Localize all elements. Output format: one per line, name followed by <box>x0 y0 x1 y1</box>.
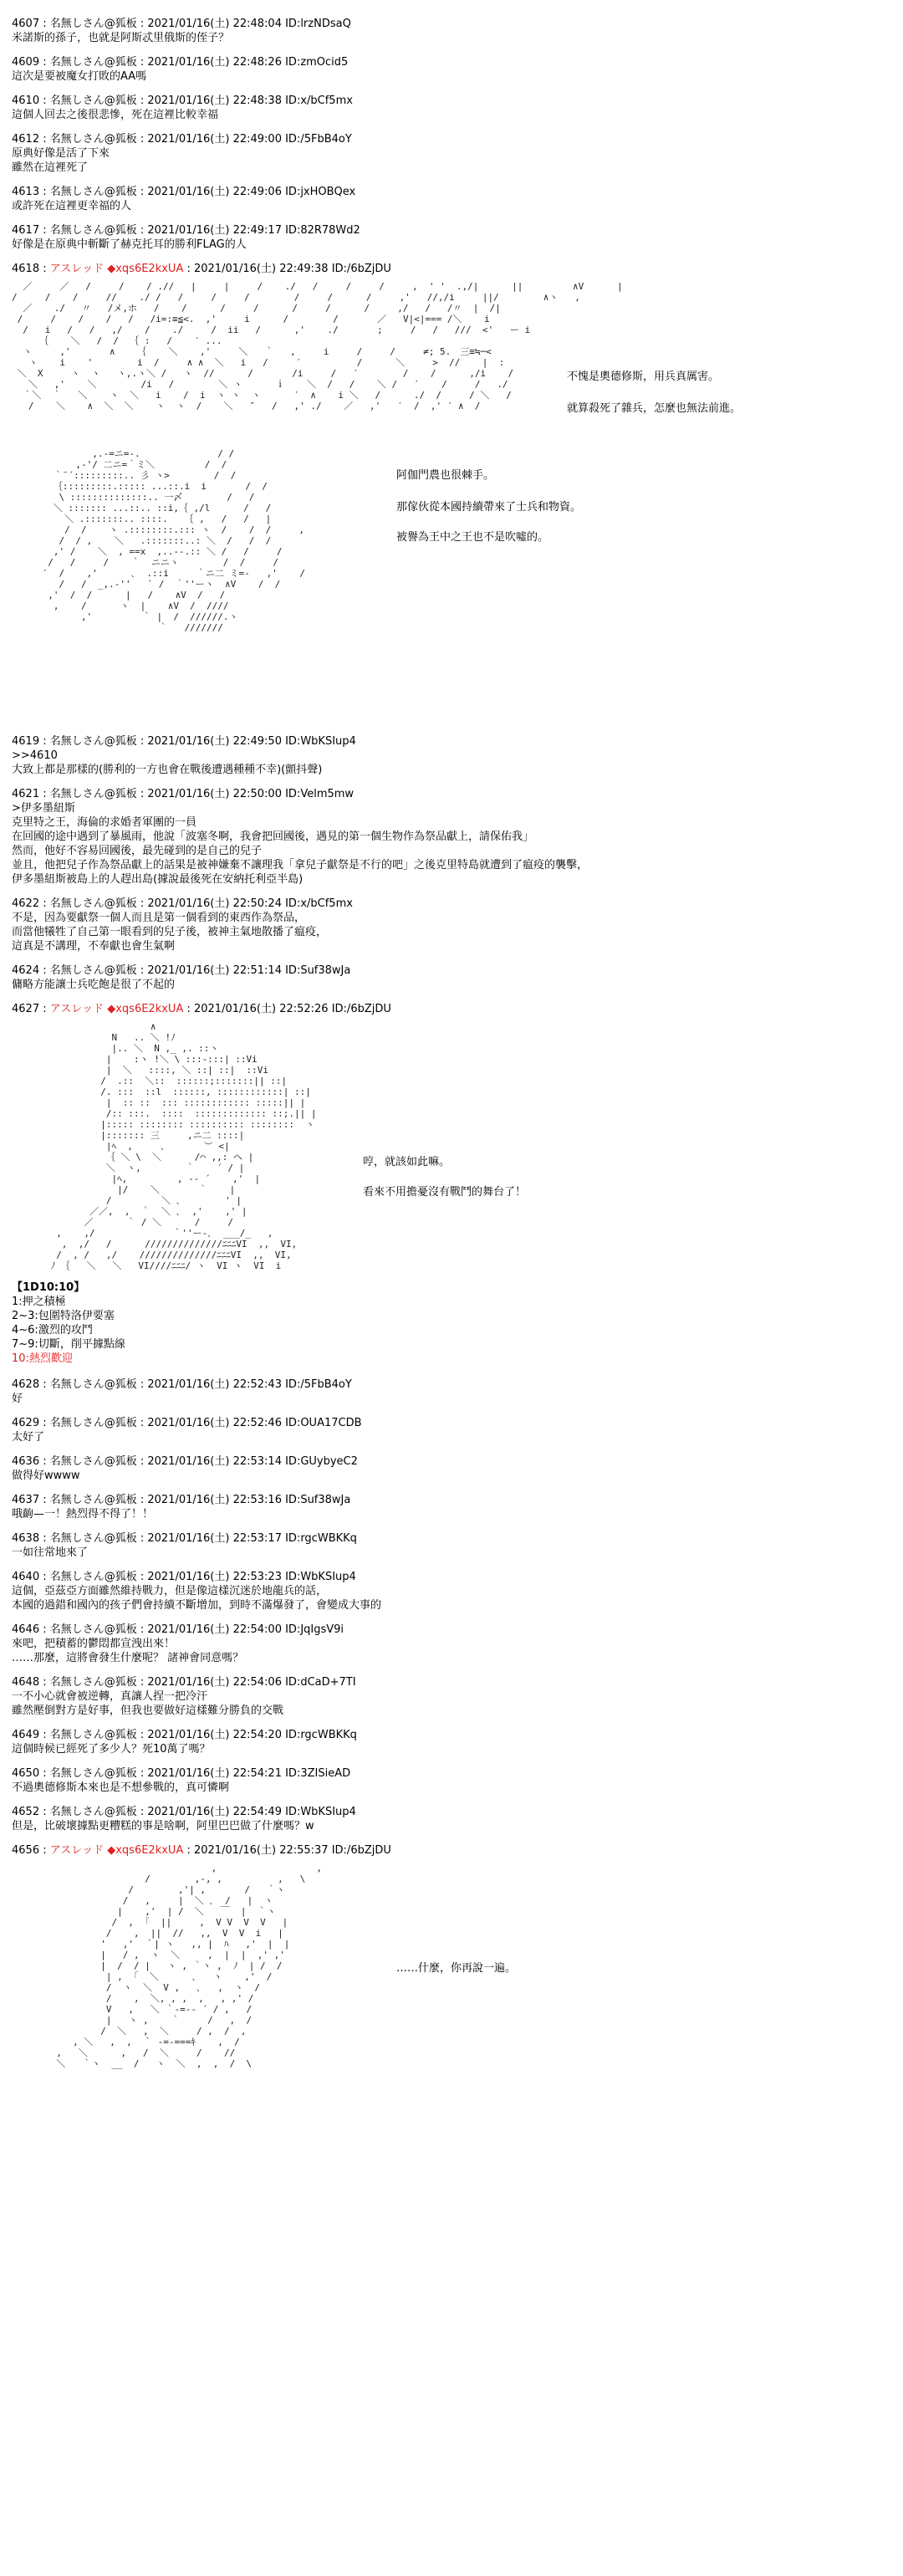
post-header: 4624 : 名無しさん@狐板 : 2021/01/16(土) 22:51:14 ID:Suf38wJa <box>12 964 351 977</box>
post <box>12 1493 891 1521</box>
post-body-line: 原典好像是活了下來 <box>12 147 110 160</box>
post-body-line: 好 <box>12 1393 23 1405</box>
post <box>12 1454 891 1483</box>
post-header: 4656 : アスレッド ◆xqs6E2kxUA : 2021/01/16(土) 22:55:37 ID:/6bZjDU <box>12 1844 391 1857</box>
ascii-art-face: , , / ,-, , , \ / ,'| , / ｀ヽ / , | ＼ ､ / | ヽ | ,' | / ＼ ￣ | ｀ヽ / , ｢ || , V V V V | / , || // ,, V V i | ' ,' ｀| ヽ ,, | ﾊ ,' | | | / , ヽ ＼ , | | ,' ,' | / / | ヽ , ｀ヽ , ﾉ | / / | , ｢ ＼ ､ ヽ ,' / / ヽ ＼ V , ､ , ヽ / / , ＼, , , , , ,' / V , ＼ ｀-=-‐ ´ / , / | ヽ , ｀ / , / / ＼ , ＼ / , / , , ＼ , , ｀ -=-===ｷ , / , ＼ , / ＼ / // ＼ ｀ヽ __ / ヽ ＼ , , / \ <box>56 1863 323 2069</box>
post-body-line: 然而，他好不容易回國後，最先碰到的是自己的兒子 <box>12 845 263 857</box>
post-body-line: 這個，亞茲亞方面雖然維持戰力，但是像這樣沉迷於地龍兵的話， <box>12 1585 328 1597</box>
post <box>12 185 891 213</box>
post-body-line: 克里特之王，海倫的求婚者軍團的一員 <box>12 816 197 829</box>
speech-line: 阿伽門農也很棘手。 <box>396 469 495 482</box>
post-header: 4646 : 名無しさん@狐板 : 2021/01/16(土) 22:54:00 ID:JqIgsV9i <box>12 1623 344 1636</box>
dice-option: 1:押之積極 <box>12 1296 66 1308</box>
post-body-line: 或許死在這裡更幸福的人 <box>12 200 132 212</box>
post <box>12 55 891 84</box>
post-body-line: 米諾斯的孫子，也就是阿斯忒里俄斯的侄子？ <box>12 32 230 44</box>
post <box>12 897 891 953</box>
author-trip: ◆xqs6E2kxUA <box>107 263 184 275</box>
post-body-line: 傭略方能讓士兵吃飽是很了不起的 <box>12 979 176 991</box>
post-body-line: 做得好wwww <box>12 1469 80 1482</box>
dice-option: 7~9:切斷，削平據點線 <box>12 1338 125 1351</box>
posts-group-b <box>12 734 891 992</box>
post <box>12 1416 891 1444</box>
post <box>12 1531 891 1560</box>
author-name[interactable]: アスレッド <box>49 263 105 275</box>
post-body-line: 太好了 <box>12 1431 45 1444</box>
posts-group-c <box>12 1377 891 1833</box>
ascii-art-agamemnon: ,.-=ニ=-. / / ,-'/ 二ニ=｀ミ＼ / / ｀¨´:::::::::.. 彡 ヽ> / / ｛:::::::::.::::: ...::.i i / / \ ::::::::::::::.. 一〆 / / ＼ ::::::: ...::.. ::i,｛ ,/l / / ＼ .:::::::.. ::::. ｛ , / / | / / ヽ .::::::::.::: ヽ / / / , / / , ＼ .:::::::..: ＼ / / / ,' / ＼ , ==x ,..--.:: ＼ / / / / / / ｀ ニニヽ / / / ′ / ,' ､ .::i ｀ニ二 ミ=- ,' / / / _,.-'' ` / ｀''ーヽ ∧V / / ,' / / | / ∧V / / , / ヽ | ∧V / //// ,' ｀ | / //////.ヽ ｀ /////// <box>42 448 306 633</box>
post-header: 4650 : 名無しさん@狐板 : 2021/01/16(土) 22:54:21 ID:3ZISieAD <box>12 1767 351 1780</box>
post <box>12 94 891 122</box>
post <box>12 17 891 45</box>
post-header: 4607 : 名無しさん@狐板 : 2021/01/16(土) 22:48:04 ID:lrzNDsaQ <box>12 18 351 30</box>
posts-group-a <box>12 17 891 252</box>
ascii-art-block <box>12 1863 891 2088</box>
post-header: 4619 : 名無しさん@狐板 : 2021/01/16(土) 22:49:50 ID:WbKSIup4 <box>12 735 356 748</box>
dice-option-hit: 10:熱烈歡迎 <box>12 1352 73 1365</box>
dice-title: 【1D10:10】 <box>12 1281 85 1294</box>
speech-line: 被譽為王中之王也不是吹噓的。 <box>396 531 549 544</box>
post-body-line: 一不小心就會被逆轉，真讓人捏一把冷汗 <box>12 1690 208 1703</box>
post <box>12 1570 891 1613</box>
post-header: 4637 : 名無しさん@狐板 : 2021/01/16(土) 22:53:16 ID:Suf38wJa <box>12 1494 351 1506</box>
post-body-line: 好像是在原典中斬斷了赫克托耳的勝利FLAG的人 <box>12 238 247 251</box>
post-header: 4636 : 名無しさん@狐板 : 2021/01/16(土) 22:53:14 ID:GUybyeC2 <box>12 1455 358 1468</box>
speech-line: 就算殺死了雜兵，怎麼也無法前進。 <box>567 402 742 415</box>
post-body-line: 在回國的途中遇到了暴風雨，他說「波塞冬啊，我會把回國後，遇見的第一個生物作為祭品獻上，請保佑我」 <box>12 831 534 843</box>
author-name[interactable]: アスレッド <box>49 1844 105 1857</box>
post <box>12 1766 891 1795</box>
ascii-art-block <box>12 1021 891 1272</box>
post-body-line: 並且，他把兒子作為祭品獻上的話果是被神嫌棄不讓理我「拿兒子獻祭是不行的吧」之後克里特島就遭到了瘟疫的襲擊， <box>12 859 589 871</box>
post-header: 4627 : アスレッド ◆xqs6E2kxUA : 2021/01/16(土) 22:52:26 ID:/6bZjDU <box>12 1003 391 1015</box>
post-header: 4617 : 名無しさん@狐板 : 2021/01/16(土) 22:49:17 ID:82R78Wd2 <box>12 224 360 237</box>
post-body-line: 這真是不講理，不奉獻也會生氣啊 <box>12 940 176 953</box>
ascii-art-battle: ／ ／ / / / .// | | / ./ / / / , ' ' .,/| || ∧V | / / / // ./ / / / / / / / ,' //,/i ||/ ∧ヽ , ／ ./ 〃 /メ,ホ / / / / / / / ,/ / /〃 | /| / / / / / /i=:≡≦<. ,' i / / ／ V|<|=== /＼ i / i / / ,/ / ./ / ii / ,' ./ ; / / /// <' ー i ｛ ＼ / / ｛ : / ′ ... ヽ ,' ∧ ｛ ＼ ,' ＼ ｀ , i / / ≠; 5. 三≡≒─< ヽ i ' i / ∧ ∧ ＼ i / ′ / ＼ > // | : ＼ X ヽ ヽ ヽ,.ヽ＼ / ヽ // / /i / ′ / / ,/i / ＼ ,' ＼ /i / ＼ ヽ ｉ ＼ / / ＼ / ′ / / ./ ｀＼ ｀ ＼ ヽ ＼ i / i ヽ ヽ ヽ ′ ∧ i ＼ / ./ / / ＼ / / ＼ ∧ ＼ ＼ ヽ ヽ / ＼ ″ / ,' ./ ／ ,' ′ / ,' ′ ∧ / <box>12 281 623 411</box>
speech-line: 看來不用擔憂沒有戰鬥的舞台了！ <box>363 1186 527 1199</box>
post-header: 4638 : 名無しさん@狐板 : 2021/01/16(土) 22:53:17 ID:rgcWBKKq <box>12 1532 357 1545</box>
post-body-line[interactable]: >>4610 <box>12 749 58 762</box>
dice-option: 2~3:包圍特洛伊要塞 <box>12 1310 115 1322</box>
speech-line: 不愧是奧德修斯，用兵真厲害。 <box>567 371 720 383</box>
post <box>12 1675 891 1718</box>
post-header: 4609 : 名無しさん@狐板 : 2021/01/16(土) 22:48:26 ID:zmOcid5 <box>12 56 349 69</box>
post-header: 4629 : 名無しさん@狐板 : 2021/01/16(土) 22:52:46 ID:OUA17CDB <box>12 1417 362 1429</box>
post <box>12 1805 891 1833</box>
post-header: 4628 : 名無しさん@狐板 : 2021/01/16(土) 22:52:43 ID:/5FbB4oY <box>12 1378 352 1391</box>
post-header: 4622 : 名無しさん@狐板 : 2021/01/16(土) 22:50:24 ID:x/bCf5mx <box>12 897 353 910</box>
post-header: 4649 : 名無しさん@狐板 : 2021/01/16(土) 22:54:20 ID:rgcWBKKq <box>12 1729 357 1741</box>
post-header: 4618 : アスレッド ◆xqs6E2kxUA : 2021/01/16(土) 22:49:38 ID:/6bZjDU <box>12 263 391 275</box>
speech-line: ……什麼，你再說一遍。 <box>396 1962 517 1975</box>
author-trip: ◆xqs6E2kxUA <box>107 1844 184 1857</box>
post-body-line: 一如往常地來了 <box>12 1546 89 1559</box>
post-body-line: 不是，因為要獻祭一個人而且是第一個看到的東西作為祭品， <box>12 912 306 924</box>
post-body-line: 雖然在這裡死了 <box>12 161 89 174</box>
post <box>12 1377 891 1406</box>
post <box>12 734 891 777</box>
post <box>12 1728 891 1756</box>
post-body-line: 這次是要被魔女打敗的AA嗎 <box>12 70 147 83</box>
post-body-line: >伊多墨紐斯 <box>12 802 75 815</box>
dice-roll-result <box>12 1280 891 1366</box>
post <box>12 223 891 252</box>
post <box>12 787 891 887</box>
op-post-4618 <box>12 262 891 724</box>
post-body-line: 這個人回去之後很悲慘，死在這裡比較幸福 <box>12 109 219 121</box>
post-header: 4621 : 名無しさん@狐板 : 2021/01/16(土) 22:50:00 ID:Velm5mw <box>12 788 355 800</box>
post <box>12 1623 891 1665</box>
dice-option: 4~6:激烈的攻鬥 <box>12 1324 93 1337</box>
post-body-line: ……那麼，這將會發生什麼呢？ 諸神會同意嗎？ <box>12 1652 244 1664</box>
post-body-line: 來吧，把積蓄的鬱悶都宣洩出來！ <box>12 1638 176 1650</box>
post-body-line: 不過奧德修斯本來也是不想參戰的，真可憐啊 <box>12 1781 230 1794</box>
post-header: 4610 : 名無しさん@狐板 : 2021/01/16(土) 22:48:38 ID:x/bCf5mx <box>12 95 353 107</box>
post-body-line: 伊多墨紐斯被島上的人趕出島(據說最後死在安納托利亞半島) <box>12 873 304 886</box>
post-header: 4652 : 名無しさん@狐板 : 2021/01/16(土) 22:54:49 ID:WbKSIup4 <box>12 1806 356 1818</box>
post-header: 4613 : 名無しさん@狐板 : 2021/01/16(土) 22:49:06 ID:jxHOBQex <box>12 186 356 198</box>
speech-line: 哼，就該如此嘛。 <box>363 1156 451 1168</box>
post-body-line: 這個時候已經死了多少人？死10萬了嗎？ <box>12 1743 211 1756</box>
post-header: 4640 : 名無しさん@狐板 : 2021/01/16(土) 22:53:23 ID:WbKSIup4 <box>12 1571 356 1583</box>
author-trip: ◆xqs6E2kxUA <box>107 1003 184 1015</box>
post-body-line: 但是，比破壞據點更糟糕的事是啥啊，阿里巴巴做了什麼嗎？w <box>12 1820 314 1832</box>
post-body-line: 而當他犧牲了自己第一眼看到的兒子後，被神主氣地散播了瘟疫， <box>12 926 328 938</box>
post-body-line: 哦齣—一！熱烈得不得了！！ <box>12 1508 154 1521</box>
post-body-line: 大致上都是那樣的(勝利的一方也會在戰後遭遇種種不幸)(顫抖聲) <box>12 764 323 776</box>
author-name[interactable]: アスレッド <box>49 1003 105 1015</box>
ascii-art-block <box>12 281 891 440</box>
post-body-line: 本國的過錯和國內的孩子們會持續不斷增加，到時不滿爆發了，會變成大事的 <box>12 1599 382 1612</box>
speech-line: 那傢伙從本國持續帶來了士兵和物資。 <box>396 501 582 514</box>
op-post-4627 <box>12 1002 891 1366</box>
post <box>12 963 891 992</box>
post-header: 4612 : 名無しさん@狐板 : 2021/01/16(土) 22:49:00 ID:/5FbB4oY <box>12 133 352 146</box>
post <box>12 132 891 175</box>
post-body-line: 雖然壓倒對方是好事，但我也要做好這樣難分勝負的交戰 <box>12 1705 284 1717</box>
ascii-art-commander: ∧ N .. ＼ !ﾉ |.. ＼ N ,_ ,. ::ヽ | :ヽ !＼ \ :::-:::| ::Vi | ＼ ::::, ＼ ::| ::| ::Vi / .:: ＼:: ::::::;:::::::|| ::| /. ::: ::l ::::::, ::::::::::::| ::| | :: :: ::: :::::::::::: :::::|| | /:: :::. :::: ::::::::::::: ::;.|| | |::::: :::::::: :::::::::: :::::::: ヽ |::::::: 三 ,ニ二 ::::| |ﾍ , ､ ︶ <| ｛ ＼ \ ＼ /⌒ ,,: ヘ | ＼ ヽ, ｀ ´ / | |ﾍ, , -- ´ ,' | |/ ＼ ｀ | / ＼ ､ ' | ／／, , ｀ ＼ ､ ,' ,' | ／ ｀ / ＼ / / , ,/ ｀''ー-､ ___/_ , , ,/ / //////////////ﾆﾆﾆVI ,, VI, / , / ,/ //////////////ﾆﾆﾆVI ,, VI, ﾉ ｛ ＼ ＼ VI////ﾆﾆﾆ/ ヽ VI ヽ VI i <box>50 1021 317 1271</box>
op-post-4656 <box>12 1843 891 2088</box>
ascii-art-block <box>12 448 891 724</box>
post-header: 4648 : 名無しさん@狐板 : 2021/01/16(土) 22:54:06 ID:dCaD+7TI <box>12 1676 356 1689</box>
